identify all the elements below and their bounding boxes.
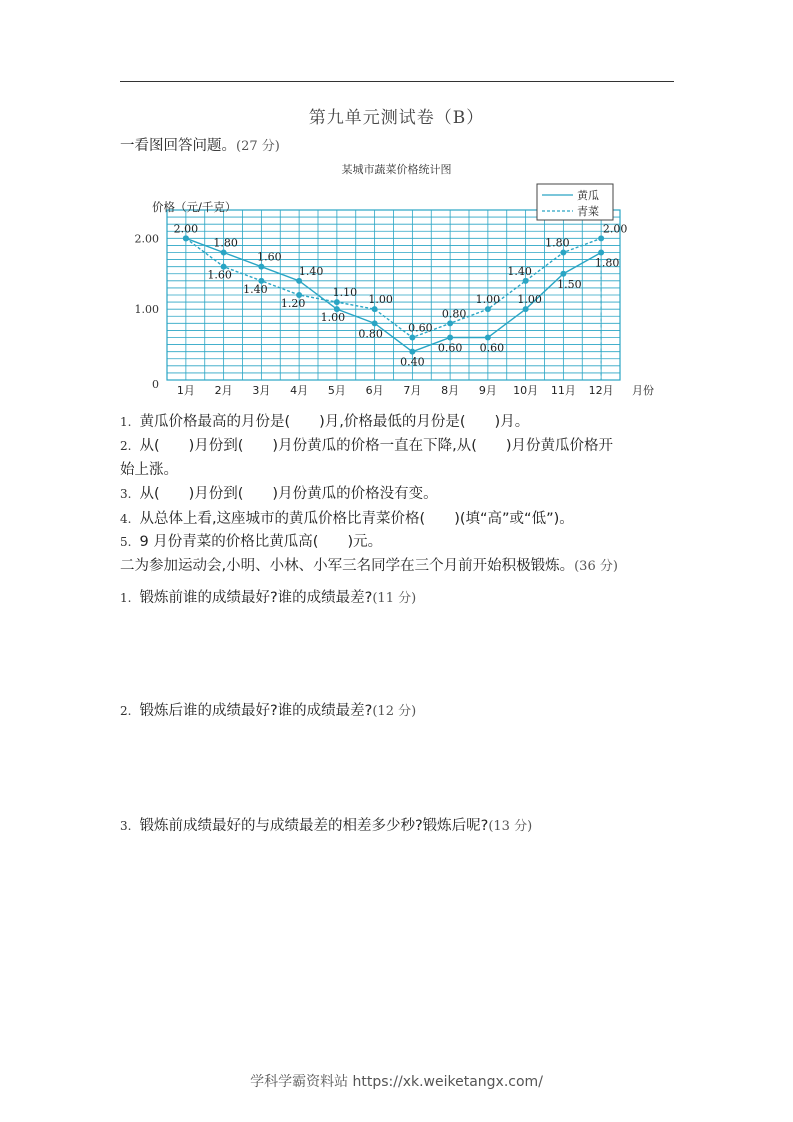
data-label-greens: 1.40 [507, 264, 532, 278]
q1-1 [120, 410, 529, 431]
section2-points: (36 分) [574, 559, 618, 574]
x-tick-label: 11月 [550, 384, 576, 397]
data-label-cucumber: 1.00 [320, 311, 346, 325]
q1-4-text: 从总体上看,这座城市的黄瓜价格比青菜价格( )(填“高”或“低”)。 [139, 511, 574, 527]
data-point [447, 335, 453, 341]
q2-2-number: 2. [120, 704, 132, 718]
q1-2-text: 从( )月份到( )月份黄瓜的价格一直在下降,从( )月份黄瓜价格开 [139, 438, 614, 454]
data-point [523, 306, 529, 312]
section1-heading-text: 一看图回答问题。 [120, 138, 236, 154]
q1-3-text: 从( )月份到( )月份黄瓜的价格没有变。 [139, 486, 438, 502]
data-point [183, 235, 189, 241]
y-tick-label: 1.00 [134, 303, 159, 317]
data-point [372, 306, 378, 312]
origin-label: 0 [152, 378, 159, 391]
x-tick-label: 9月 [478, 384, 497, 397]
x-tick-label: 6月 [365, 384, 384, 397]
data-label-cucumber: 1.50 [557, 277, 582, 291]
q1-5 [120, 530, 382, 551]
x-tick-label: 12月 [588, 384, 614, 397]
data-label-cucumber: 1.40 [298, 264, 324, 278]
data-label-greens: 1.00 [475, 293, 501, 307]
q1-1-number: 1. [120, 415, 132, 429]
data-label-greens: 0.80 [441, 307, 467, 321]
data-label-greens: 2.00 [602, 222, 628, 236]
data-point [221, 250, 227, 256]
q1-2-number: 2. [120, 439, 132, 453]
y-tick-label: 2.00 [134, 232, 159, 246]
x-tick-label: 8月 [441, 384, 460, 397]
data-point [334, 299, 340, 305]
data-label-greens: 0.60 [408, 321, 433, 335]
q2-1 [120, 586, 416, 607]
page-title: 第九单元测试卷（B） [308, 108, 485, 128]
data-label-cucumber: 1.00 [517, 293, 542, 307]
x-tick-label: 4月 [290, 384, 309, 397]
data-point [258, 264, 264, 270]
x-tick-label: 1月 [176, 384, 195, 397]
q1-2-continued-text: 始上涨。 [120, 462, 178, 478]
q2-3-number: 3. [120, 819, 132, 833]
data-label-cucumber: 2.00 [173, 222, 199, 236]
legend-label-greens: 青菜 [577, 205, 599, 218]
x-tick-label: 10月 [513, 384, 539, 397]
section1-heading [120, 134, 280, 155]
q2-1-number: 1. [120, 591, 132, 605]
x-tick-label: 2月 [214, 384, 233, 397]
chart-title: 某城市蔬菜价格统计图 [341, 163, 452, 176]
price-line-chart [120, 180, 680, 400]
q2-3-points: (13 分) [488, 819, 533, 834]
data-point [409, 349, 415, 355]
data-point [447, 320, 453, 326]
data-point [598, 250, 604, 256]
data-label-cucumber: 1.80 [594, 256, 620, 270]
data-label-cucumber: 0.40 [400, 355, 425, 369]
q1-2 [120, 434, 613, 455]
q1-1-text: 黄瓜价格最高的月份是( )月,价格最低的月份是( )月。 [139, 414, 530, 430]
q2-3 [120, 814, 532, 835]
x-tick-label: 3月 [252, 384, 271, 397]
data-label-greens: 1.40 [243, 282, 268, 296]
data-label-cucumber: 1.60 [257, 250, 282, 264]
section2-heading [120, 554, 618, 575]
q1-5-text: 9 月份青菜的价格比黄瓜高( )元。 [139, 534, 383, 550]
data-label-greens: 1.60 [207, 268, 232, 282]
q2-2-text: 锻炼后谁的成绩最好?谁的成绩最差? [139, 703, 373, 719]
data-point [560, 271, 566, 277]
x-axis-label: 月份 [632, 384, 654, 397]
q2-3-text: 锻炼前成绩最好的与成绩最差的相差多少秒?锻炼后呢? [139, 818, 489, 834]
data-label-greens: 1.00 [368, 293, 393, 307]
data-point [296, 278, 302, 284]
q2-2 [120, 699, 416, 720]
data-point [409, 335, 415, 341]
legend-box [537, 184, 613, 220]
q1-4-number: 4. [120, 512, 132, 526]
section1-points: (27 分) [236, 139, 280, 154]
data-point [485, 335, 491, 341]
q1-3-number: 3. [120, 487, 132, 501]
q2-2-points: (12 分) [372, 704, 417, 719]
data-point [598, 235, 604, 241]
q2-1-text: 锻炼前谁的成绩最好?谁的成绩最差? [139, 590, 373, 606]
y-axis-label: 价格（元/千克） [152, 200, 237, 214]
section2-heading-text: 二为参加运动会,小明、小林、小军三名同学在三个月前开始积极锻炼。 [120, 558, 575, 574]
data-label-cucumber: 0.80 [358, 327, 383, 341]
data-label-greens: 1.10 [332, 286, 358, 300]
data-label-cucumber: 1.80 [213, 236, 238, 250]
q2-1-points: (11 分) [372, 591, 417, 606]
q1-4 [120, 507, 574, 528]
data-label-greens: 1.80 [545, 236, 570, 250]
data-label-greens: 1.20 [280, 297, 306, 310]
data-label-cucumber: 0.60 [437, 341, 463, 355]
q1-2-continued [120, 458, 178, 479]
x-tick-label: 5月 [327, 384, 346, 397]
header-rule [120, 81, 674, 82]
q1-3 [120, 482, 438, 503]
footer-watermark: 学科学霸资料站 https://xk.weiketangx.com/ [250, 1074, 543, 1090]
data-point [372, 320, 378, 326]
legend-label-cucumber: 黄瓜 [577, 189, 599, 202]
data-label-cucumber: 0.60 [479, 341, 505, 355]
data-point [560, 250, 566, 256]
data-point [523, 278, 529, 284]
q1-5-number: 5. [120, 535, 132, 549]
data-point [485, 306, 491, 312]
x-tick-label: 7月 [403, 384, 422, 397]
